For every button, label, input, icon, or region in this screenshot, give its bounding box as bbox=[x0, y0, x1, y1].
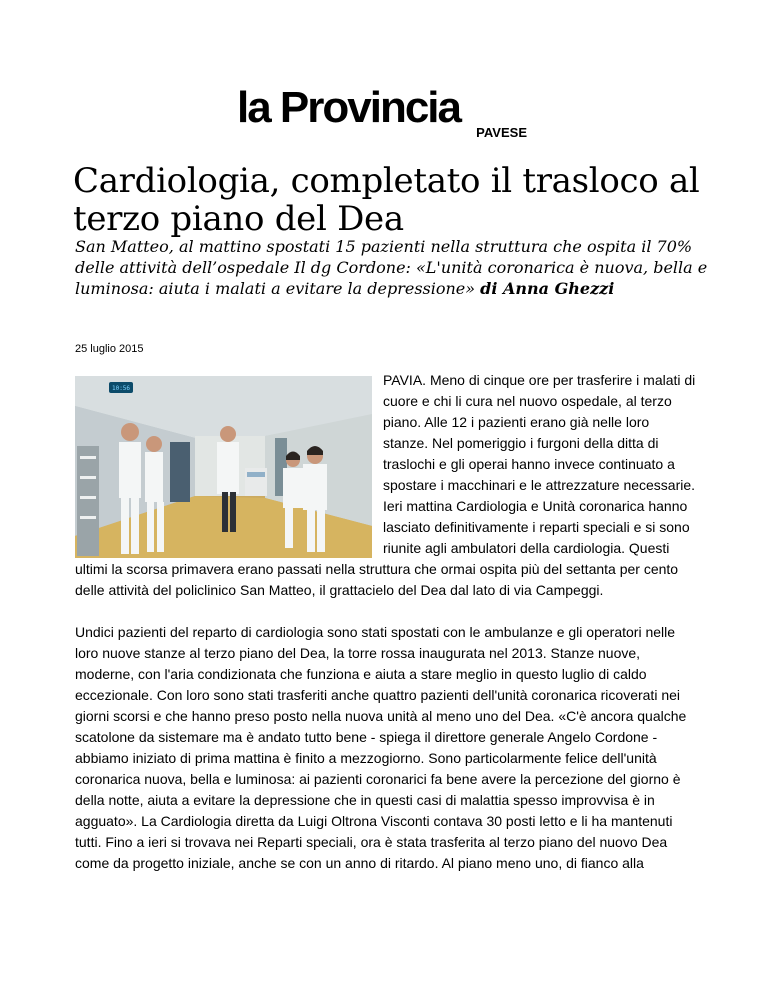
hospital-corridor-photo bbox=[75, 376, 372, 558]
masthead-edition: PAVESE bbox=[476, 125, 527, 140]
article-date: 25 luglio 2015 bbox=[75, 343, 144, 355]
article-subtitle bbox=[75, 236, 715, 299]
article-photo bbox=[75, 376, 372, 558]
article-paragraph: PAVIA. Meno di cinque ore per trasferire i malati di cuore e chi li cura nel nuovo ospedale, al terzo piano. Alle 12 i pazienti erano già nelle loro stanze. Nel pomeriggio i furgoni della ditta di traslochi e gli operai hanno invece continuato a spostare i macchinari e le attrezzature necessarie. Ieri mattina Cardiologia e Unità coronarica hanno lasciato definitivamente i reparti speciali e si sono riunite agli ambulatori della cardiologia. Questi ultimi la scorsa primavera erano passati nella struttura che ormai ospita più del settanta per cento delle attività del policlinico San Matteo, il grattacielo del Dea dal lato di via Campeggi. bbox=[75, 372, 696, 598]
article-paragraph: Undici pazienti del reparto di cardiologia sono stati spostati con le ambulanze e gli operatori nelle loro nuove stanze al terzo piano del Dea, la torre rossa inaugurata nel 2013. Stanze nuove, moderne, con l'aria condizionata che funziona e aiuta a stare meglio in questo luglio di caldo eccezionale. Con loro sono stati trasferiti anche quattro pazienti dell'unità coronarica ricoverati nei giorni scorsi e che hanno preso posto nella nuova unità al meno uno del Dea. «C'è ancora qualche scatolone da sistemare ma è andato tutto bene - spiega il direttore generale Angelo Cordone - abbiamo iniziato di prima mattina è finito a mezzogiorno. Sono particolarmente felice dell'unità coronarica nuova, bella e luminosa: ai pazienti coronarici fa bene avere la percezione del giorno è della notte, aiuta a evitare la depressione che in questi casi di malattia spesso improvvisa è in agguato». La Cardiologia diretta da Luigi Oltrona Visconti contava 30 posti letto e li ha mantenuti tutti. Fino a ieri si trovava nei Reparti speciali, ora è stata trasferita al terzo piano del nuovo Dea come da progetto iniziale, anche se con un anno di ritardo. Al piano meno uno, di fianco alla bbox=[75, 624, 687, 871]
article-body bbox=[75, 370, 697, 895]
article-byline: di Anna Ghezzi bbox=[480, 279, 615, 298]
article-title: Cardiologia, completato il trasloco al terzo piano del Dea bbox=[73, 161, 700, 239]
photo-clock: 10:56 bbox=[111, 385, 131, 392]
masthead-logo bbox=[237, 83, 531, 142]
subtitle-text: San Matteo, al mattino spostati 15 pazienti nella struttura che ospita il 70% delle attività dell’ospedale Il dg Cordone: «L'unità coronarica è nuova, bella e luminosa: aiuta i malati a evitare la depressione» bbox=[75, 237, 708, 298]
masthead-name: la Provincia bbox=[237, 83, 461, 132]
